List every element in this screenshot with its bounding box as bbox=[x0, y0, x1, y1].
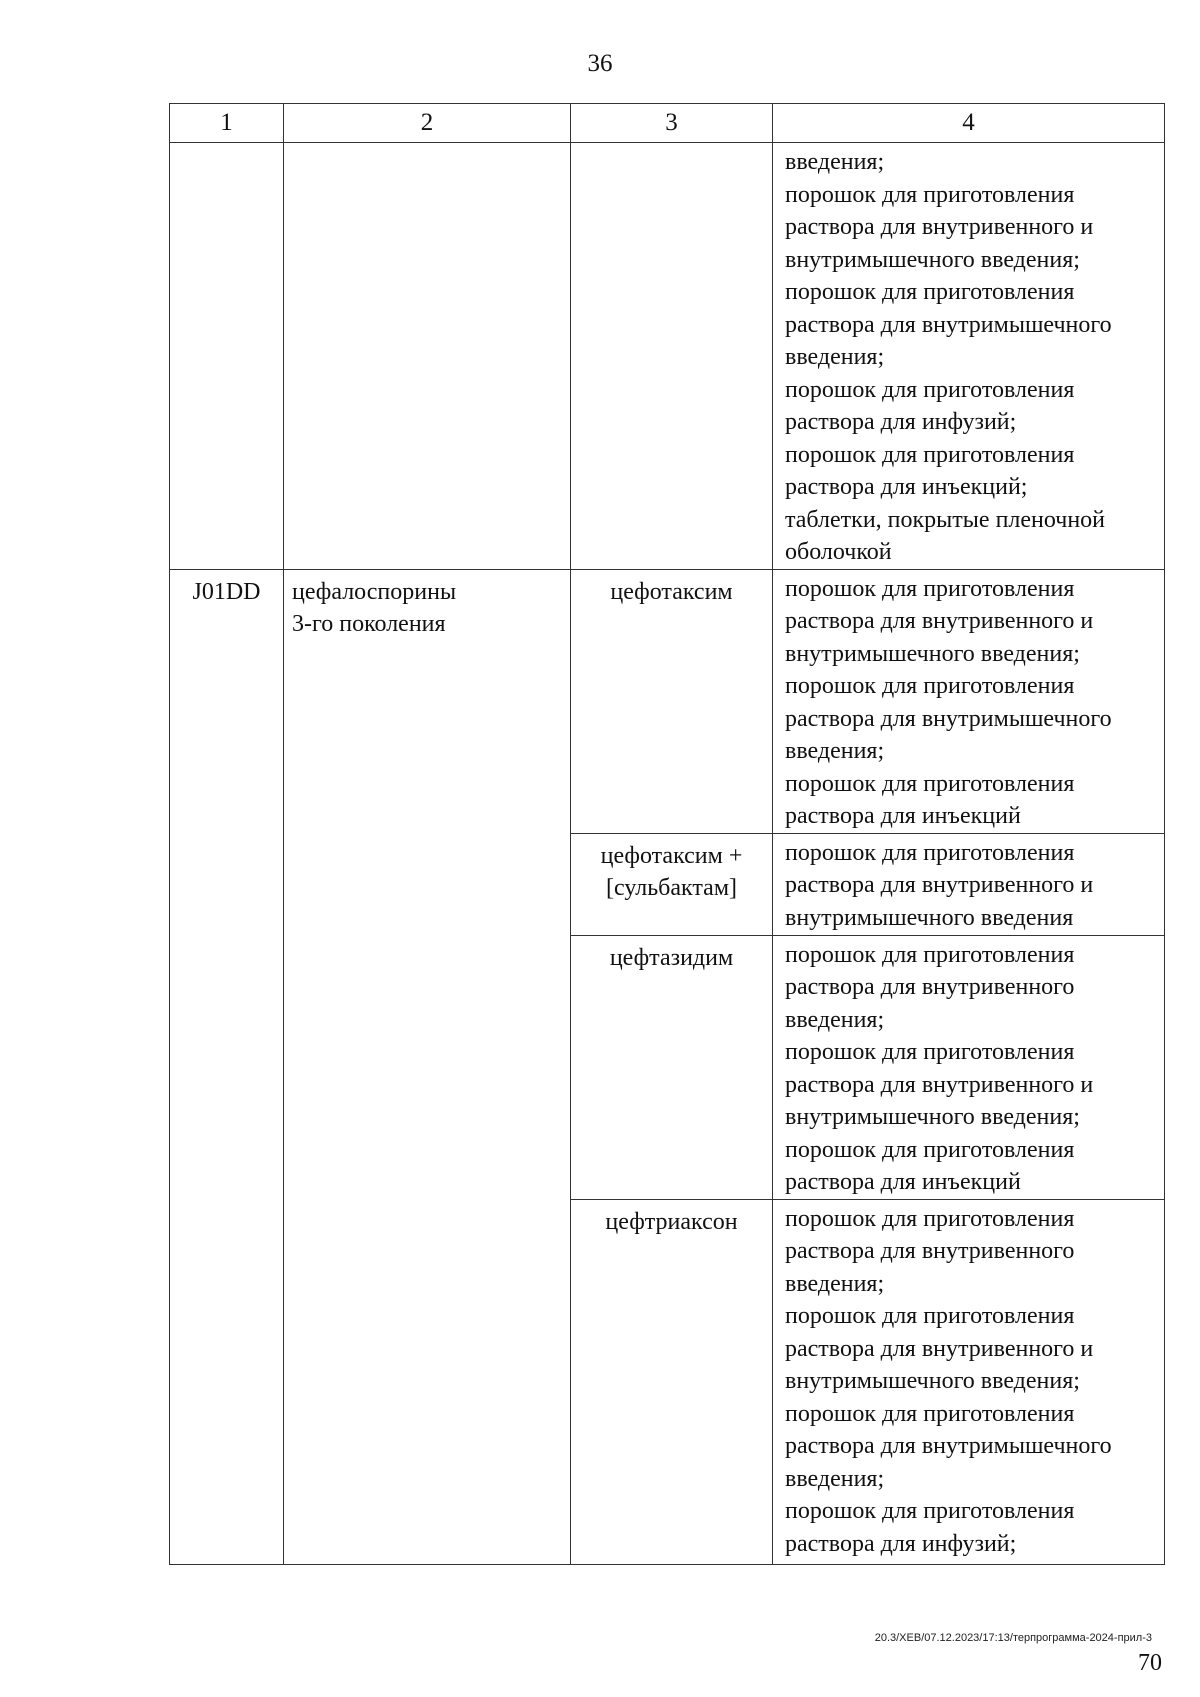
form-line: порошок для приготовления bbox=[785, 1136, 1075, 1163]
group-name-line: цефалоспорины bbox=[292, 578, 457, 605]
form-line: раствора для инфузий; bbox=[785, 1530, 1017, 1557]
drug-name-cell bbox=[571, 569, 773, 833]
form-line: порошок для приготовления bbox=[785, 441, 1075, 468]
form-line: внутримышечного введения; bbox=[785, 640, 1080, 667]
table-header-row bbox=[170, 104, 1165, 143]
drug-name: [сульбактам] bbox=[605, 875, 737, 901]
atc-code-cell bbox=[170, 569, 284, 1564]
form-line: раствора для внутривенного и bbox=[785, 608, 1094, 634]
group-name-cell bbox=[284, 569, 571, 1564]
form-line: порошок для приготовления bbox=[785, 1039, 1075, 1065]
form-line: порошок для приготовления bbox=[785, 770, 1075, 797]
drug-name-cell bbox=[571, 1199, 773, 1564]
form-line: введения; bbox=[785, 149, 885, 175]
form-line: введения; bbox=[785, 1465, 885, 1492]
drug-table bbox=[169, 103, 1165, 1565]
atc-code: J01DD bbox=[192, 578, 261, 605]
form-line: внутримышечного введения; bbox=[785, 246, 1080, 273]
form-line: раствора для инъекций bbox=[785, 803, 1021, 829]
form-line: порошок для приготовления bbox=[785, 1400, 1075, 1427]
form-line: введения; bbox=[785, 344, 885, 370]
form-line: раствора для внутривенного bbox=[785, 1238, 1075, 1264]
form-line: порошок для приготовления bbox=[785, 1303, 1075, 1329]
form-line: раствора для внутривенного bbox=[785, 974, 1075, 1000]
drug-name-cell bbox=[571, 935, 773, 1199]
form-line: раствора для внутривенного и bbox=[785, 214, 1094, 240]
form-line: раствора для инъекций bbox=[785, 1169, 1021, 1195]
drug-cell bbox=[571, 143, 773, 570]
form-line: раствора для внутримышечного bbox=[785, 1433, 1112, 1459]
form-line: внутримышечного введения bbox=[785, 904, 1074, 931]
form-line: раствора для инфузий; bbox=[785, 409, 1017, 435]
form-line: раствора для внутримышечного bbox=[785, 311, 1112, 338]
form-line: порошок для приготовления bbox=[785, 575, 1075, 602]
group-cell bbox=[284, 143, 571, 570]
drug-name: цефотаксим + bbox=[600, 842, 743, 869]
form-line: внутримышечного введения; bbox=[785, 1368, 1080, 1394]
column-header-3: 3 bbox=[571, 104, 773, 143]
footer-page-number: 70 bbox=[1138, 1650, 1162, 1676]
form-line: порошок для приготовления bbox=[785, 376, 1075, 403]
column-header-4: 4 bbox=[773, 104, 1165, 143]
page-number: 36 bbox=[587, 50, 613, 77]
form-line: раствора для внутривенного и bbox=[785, 1071, 1094, 1098]
table-row bbox=[170, 569, 1165, 833]
form-line: порошок для приготовления bbox=[785, 673, 1075, 699]
dosage-forms-cell bbox=[773, 143, 1165, 570]
form-line: введения; bbox=[785, 1270, 885, 1297]
drug-name: цефотаксим bbox=[610, 578, 733, 605]
form-line: порошок для приготовления bbox=[785, 181, 1075, 208]
code-cell bbox=[170, 143, 284, 570]
group-name-line: 3-го поколения bbox=[292, 611, 446, 637]
form-line: порошок для приготовления bbox=[785, 1498, 1075, 1524]
form-line: раствора для внутримышечного bbox=[785, 705, 1112, 732]
dosage-forms-cell bbox=[773, 833, 1165, 935]
drug-name: цефтриаксон bbox=[605, 1208, 738, 1235]
form-line: порошок для приготовления bbox=[785, 839, 1075, 866]
dosage-forms-cell bbox=[773, 569, 1165, 833]
column-header-2: 2 bbox=[284, 104, 571, 143]
form-line: порошок для приготовления bbox=[785, 1205, 1075, 1232]
form-line: порошок для приготовления bbox=[785, 941, 1075, 968]
form-line: введения; bbox=[785, 1006, 885, 1033]
form-line: раствора для инъекций; bbox=[785, 474, 1028, 500]
form-line: таблетки, покрытые пленочной bbox=[785, 506, 1106, 533]
table-row-continuation bbox=[170, 143, 1165, 570]
form-line: внутримышечного введения; bbox=[785, 1104, 1080, 1130]
dosage-forms-cell bbox=[773, 1199, 1165, 1564]
drug-name-cell bbox=[571, 833, 773, 935]
column-header-1: 1 bbox=[170, 104, 284, 143]
form-line: порошок для приготовления bbox=[785, 279, 1075, 305]
footer-document-stamp: 20.3/ХЕВ/07.12.2023/17:13/терпрограмма-2024-прил-3 bbox=[874, 1632, 1152, 1644]
form-line: раствора для внутривенного и bbox=[785, 872, 1094, 898]
dosage-forms-cell bbox=[773, 935, 1165, 1199]
form-line: раствора для внутривенного и bbox=[785, 1335, 1094, 1362]
form-line: введения; bbox=[785, 738, 885, 764]
drug-name: цефтазидим bbox=[609, 944, 734, 971]
form-line: оболочкой bbox=[785, 539, 892, 565]
